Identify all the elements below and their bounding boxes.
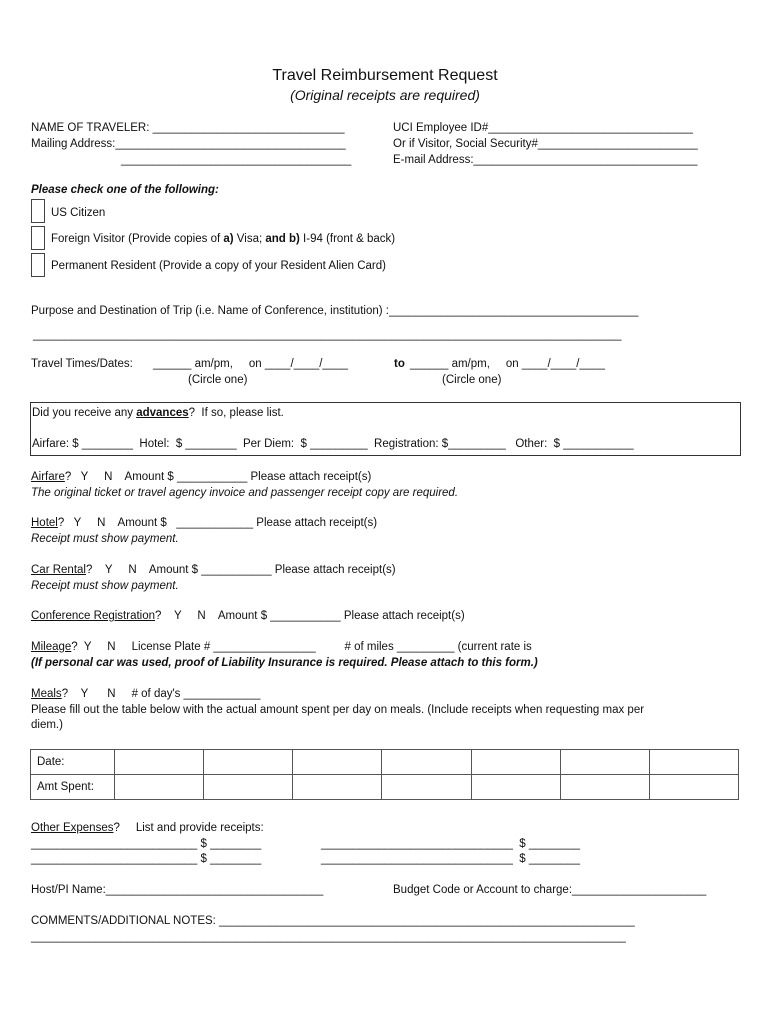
table-row xyxy=(31,775,739,800)
meals-instructions-2: diem.) xyxy=(31,719,63,731)
car-rental-row[interactable]: Car Rental? Y N Amount $ ___________ Please attach receipt(s) xyxy=(31,564,396,576)
amount-cell[interactable] xyxy=(649,775,738,800)
hotel-note: Receipt must show payment. xyxy=(31,533,179,545)
amount-cell[interactable] xyxy=(115,775,204,800)
advances-amounts-field[interactable]: Airfare: $ ________ Hotel: $ ________ Per Diem: $ _________ Registration: $_________ Other: $ ___________ xyxy=(32,438,634,450)
visitor-ssn-field[interactable]: Or if Visitor, Social Security#_________________________ xyxy=(393,138,698,150)
airfare-row[interactable]: Airfare? Y N Amount $ ___________ Please attach receipt(s) xyxy=(31,471,372,483)
date-cell[interactable] xyxy=(560,750,649,775)
amount-cell[interactable] xyxy=(471,775,560,800)
circle-one-note-2: (Circle one) xyxy=(442,374,502,386)
comments-field-2[interactable]: _____________________________________________________________________________________________ xyxy=(31,931,626,943)
mileage-note: (If personal car was used, proof of Liability Insurance is required. Please attach to this form.) xyxy=(31,657,538,669)
employee-id-field[interactable]: UCI Employee ID#________________________________ xyxy=(393,122,693,134)
date-cell[interactable] xyxy=(649,750,738,775)
airfare-note: The original ticket or travel agency invoice and passenger receipt copy are required. xyxy=(31,487,459,499)
meals-row[interactable]: Meals? Y N # of day's ____________ xyxy=(31,688,261,700)
date-row-label: Date: xyxy=(31,750,115,775)
date-cell[interactable] xyxy=(293,750,382,775)
meals-table xyxy=(30,749,739,800)
status-heading: Please check one of the following: xyxy=(31,184,219,196)
form-subtitle: (Original receipts are required) xyxy=(290,87,480,103)
budget-code-field[interactable]: Budget Code or Account to charge:_____________________ xyxy=(393,884,707,896)
conference-registration-row[interactable]: Conference Registration? Y N Amount $ ___________ Please attach receipt(s) xyxy=(31,610,465,622)
other-expense-field-3[interactable]: ______________________________ $ ________ xyxy=(321,838,581,850)
foreign-visitor-checkbox[interactable] xyxy=(31,226,45,250)
trip-purpose-field[interactable]: Purpose and Destination of Trip (i.e. Name of Conference, institution) :_______________________________________ xyxy=(31,305,639,317)
to-label: to xyxy=(394,358,405,370)
email-field[interactable]: E-mail Address:___________________________________ xyxy=(393,154,698,166)
circle-one-note-1: (Circle one) xyxy=(188,374,248,386)
trip-purpose-field-2[interactable]: ____________________________________________________________________________________________ xyxy=(33,329,622,341)
date-cell[interactable] xyxy=(115,750,204,775)
mileage-row[interactable]: Mileage? Y N License Plate # ________________ # of miles _________ (current rate is xyxy=(31,641,532,653)
departure-time-field[interactable]: ______ am/pm, on ____/____/____ xyxy=(153,358,349,370)
meals-instructions: Please fill out the table below with the actual amount spent per day on meals. (Include receipts when requesting max per xyxy=(31,704,645,716)
us-citizen-checkbox[interactable] xyxy=(31,199,45,223)
amt-spent-row-label: Amt Spent: xyxy=(31,775,115,800)
other-expenses-heading: Other Expenses? List and provide receipts: xyxy=(31,822,264,834)
mailing-address-field[interactable]: Mailing Address:____________________________________ xyxy=(31,138,346,150)
comments-field[interactable]: COMMENTS/ADDITIONAL NOTES: _________________________________________________________________ xyxy=(31,915,635,927)
other-expense-field-1[interactable]: __________________________ $ ________ xyxy=(31,838,262,850)
hotel-row[interactable]: Hotel? Y N Amount $ ____________ Please attach receipt(s) xyxy=(31,517,378,529)
form-title: Travel Reimbursement Request xyxy=(272,67,498,84)
travel-times-label: Travel Times/Dates: xyxy=(31,358,133,370)
car-rental-note: Receipt must show payment. xyxy=(31,580,179,592)
traveler-name-field[interactable]: NAME OF TRAVELER: ______________________________ xyxy=(31,122,345,134)
table-row xyxy=(31,750,739,775)
date-cell[interactable] xyxy=(382,750,471,775)
amount-cell[interactable] xyxy=(293,775,382,800)
advances-question: Did you receive any advances? If so, please list. xyxy=(32,407,284,419)
return-time-field[interactable]: ______ am/pm, on ____/____/____ xyxy=(410,358,606,370)
permanent-resident-label: Permanent Resident (Provide a copy of your Resident Alien Card) xyxy=(51,260,386,272)
date-cell[interactable] xyxy=(204,750,293,775)
permanent-resident-checkbox[interactable] xyxy=(31,253,45,277)
us-citizen-label: US Citizen xyxy=(51,207,106,219)
date-cell[interactable] xyxy=(471,750,560,775)
other-expense-field-4[interactable]: ______________________________ $ ________ xyxy=(321,853,581,865)
amount-cell[interactable] xyxy=(204,775,293,800)
amount-cell[interactable] xyxy=(560,775,649,800)
host-pi-field[interactable]: Host/PI Name:__________________________________ xyxy=(31,884,324,896)
foreign-visitor-label: Foreign Visitor (Provide copies of a) Visa; and b) I-94 (front & back) xyxy=(51,233,396,245)
mailing-address-field-2[interactable]: ____________________________________ xyxy=(121,154,352,166)
other-expense-field-2[interactable]: __________________________ $ ________ xyxy=(31,853,262,865)
amount-cell[interactable] xyxy=(382,775,471,800)
